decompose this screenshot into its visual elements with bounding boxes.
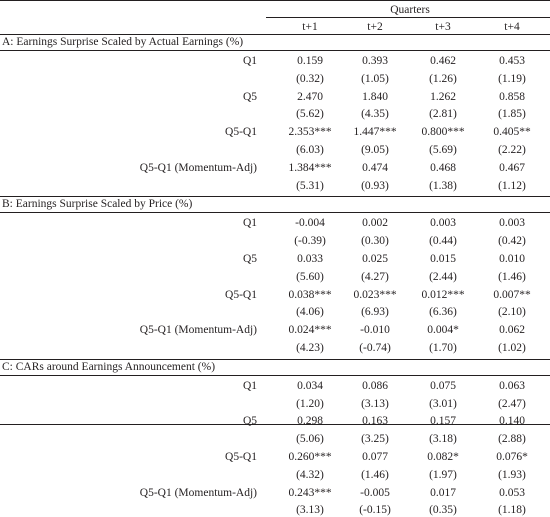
- tstat-cell: (1.97): [429, 468, 457, 481]
- tstat-cell: (1.02): [498, 342, 526, 354]
- row-label: Q1: [242, 55, 257, 67]
- coefficient-cell: 0.140: [499, 415, 525, 428]
- coefficient-cell: 0.003: [499, 217, 525, 230]
- coefficient-cell: 0.033: [297, 253, 323, 265]
- column-header: t+2: [367, 21, 383, 33]
- tstat-cell: (2.81): [429, 108, 457, 121]
- coefficient-cell: 0.012***: [421, 288, 465, 301]
- tstat-cell: (5.31): [296, 179, 324, 192]
- coefficient-cell: 0.453: [499, 55, 525, 67]
- tstat-cell: (2.22): [498, 144, 526, 156]
- tstat-cell: (2.47): [498, 397, 526, 410]
- coefficient-cell: 0.003: [430, 217, 456, 230]
- coefficient-cell: 2.353***: [288, 126, 332, 139]
- tstat-cell: (0.42): [498, 235, 526, 248]
- tstat-cell: (1.26): [429, 72, 457, 85]
- tstat-cell: (6.03): [296, 144, 324, 156]
- coefficient-cell: 0.023***: [353, 288, 397, 301]
- tstat-cell: (0.44): [429, 235, 457, 248]
- panel-title: C: CARs around Earnings Announcement (%): [2, 360, 216, 373]
- coefficient-cell: 0.062: [499, 324, 525, 337]
- coefficient-cell: 0.462: [430, 55, 456, 67]
- coefficient-cell: 0.004*: [427, 324, 459, 337]
- coefficient-cell: -0.010: [360, 324, 390, 337]
- tstat-cell: (1.85): [498, 108, 526, 121]
- coefficient-cell: 0.007**: [493, 288, 531, 301]
- coefficient-cell: 0.053: [499, 486, 525, 499]
- row-label: Q5-Q1 (Momentum-Adj): [139, 486, 257, 499]
- tstat-cell: (4.27): [361, 270, 389, 283]
- panel-title-underline: [0, 375, 550, 376]
- tstat-cell: (1.93): [498, 468, 526, 481]
- coefficient-cell: 1.384***: [288, 161, 332, 174]
- tstat-cell: (2.44): [429, 270, 457, 283]
- tstat-cell: (3.01): [429, 397, 457, 410]
- tstat-cell: (4.32): [296, 468, 324, 481]
- tstat-cell: (1.20): [296, 397, 324, 410]
- tstat-cell: (0.93): [361, 179, 389, 192]
- tstat-cell: (1.46): [498, 270, 526, 283]
- coefficient-cell: -0.005: [360, 486, 390, 499]
- tstat-cell: (9.05): [361, 144, 389, 156]
- tstat-cell: (6.93): [361, 306, 389, 319]
- row-label: Q5-Q1: [225, 126, 257, 139]
- panel-title-underline: [0, 50, 550, 51]
- tstat-cell: (3.25): [361, 433, 389, 446]
- tstat-cell: (1.12): [498, 179, 526, 192]
- coefficient-cell: 0.017: [430, 486, 456, 499]
- table-top-rule: [0, 0, 550, 1]
- coefficient-cell: 0.024***: [288, 324, 332, 337]
- row-label: Q5-Q1: [225, 451, 257, 463]
- tstat-cell: (3.13): [361, 397, 389, 410]
- coefficient-cell: 0.467: [499, 161, 525, 174]
- column-header: t+4: [504, 21, 520, 33]
- coefficient-cell: 0.163: [362, 415, 388, 428]
- coefficient-cell: 0.858: [499, 90, 525, 103]
- coefficient-cell: 0.075: [430, 379, 456, 392]
- tstat-cell: (2.88): [498, 433, 526, 446]
- tstat-cell: (5.60): [296, 270, 324, 283]
- coefficient-cell: 2.470: [297, 90, 323, 103]
- tstat-cell: (5.62): [296, 108, 324, 121]
- quarters-underline: [266, 17, 550, 18]
- coefficient-cell: 0.260***: [288, 451, 332, 463]
- row-label: Q1: [242, 379, 257, 392]
- tstat-cell: (1.46): [361, 468, 389, 481]
- quarters-header: Quarters: [390, 4, 430, 16]
- coefficient-cell: 0.800***: [421, 126, 465, 139]
- coefficient-cell: 0.077: [362, 451, 388, 463]
- coefficient-cell: 0.076*: [496, 451, 528, 463]
- coefficient-cell: 0.468: [430, 161, 456, 174]
- coefficient-cell: 0.298: [297, 415, 323, 428]
- coefficient-cell: 1.447***: [353, 126, 397, 139]
- row-label: Q5: [242, 90, 257, 103]
- tstat-cell: (1.70): [429, 342, 457, 354]
- tstat-cell: (1.19): [498, 72, 526, 85]
- tstat-cell: (1.18): [498, 504, 526, 517]
- coefficient-cell: 0.010: [499, 253, 525, 265]
- coefficient-cell: 0.243***: [288, 486, 332, 499]
- tstat-cell: (-0.15): [359, 504, 391, 517]
- tstat-cell: (-0.39): [294, 235, 326, 248]
- coefficient-cell: 1.840: [362, 90, 388, 103]
- coefficient-cell: 0.474: [362, 161, 388, 174]
- column-header: t+3: [435, 21, 451, 33]
- tstat-cell: (0.35): [429, 504, 457, 517]
- coefficient-cell: -0.004: [295, 217, 325, 230]
- panel-title-underline: [0, 212, 550, 213]
- tstat-cell: (3.13): [296, 504, 324, 517]
- tstat-cell: (-0.74): [359, 342, 391, 354]
- coefficient-cell: 1.262: [430, 90, 456, 103]
- tstat-cell: (6.36): [429, 306, 457, 319]
- coefficient-cell: 0.405**: [493, 126, 531, 139]
- coefficient-cell: 0.393: [362, 55, 388, 67]
- tstat-cell: (5.06): [296, 433, 324, 446]
- tstat-cell: (2.10): [498, 306, 526, 319]
- table-bottom-rule: [0, 424, 550, 425]
- row-label: Q5: [242, 415, 257, 428]
- tstat-cell: (4.06): [296, 306, 324, 319]
- row-label: Q5-Q1 (Momentum-Adj): [139, 324, 257, 337]
- coefficient-cell: 0.086: [362, 379, 388, 392]
- tstat-cell: (5.69): [429, 144, 457, 156]
- tstat-cell: (1.38): [429, 179, 457, 192]
- tstat-cell: (0.30): [361, 235, 389, 248]
- coefficient-cell: 0.157: [430, 415, 456, 428]
- row-label: Q5-Q1: [225, 288, 257, 301]
- tstat-cell: (4.35): [361, 108, 389, 121]
- row-label: Q5-Q1 (Momentum-Adj): [139, 161, 257, 174]
- tstat-cell: (4.23): [296, 342, 324, 354]
- row-label: Q5: [242, 253, 257, 265]
- coefficient-cell: 0.038***: [288, 288, 332, 301]
- coefficient-cell: 0.034: [297, 379, 323, 392]
- coefficient-cell: 0.002: [362, 217, 388, 230]
- tstat-cell: (0.32): [296, 72, 324, 85]
- coefficient-cell: 0.015: [430, 253, 456, 265]
- panel-title: A: Earnings Surprise Scaled by Actual Earnings (%): [2, 36, 244, 48]
- coefficient-cell: 0.025: [362, 253, 388, 265]
- row-label: Q1: [242, 217, 257, 230]
- coefficient-cell: 0.063: [499, 379, 525, 392]
- tstat-cell: (1.05): [361, 72, 389, 85]
- tstat-cell: (3.18): [429, 433, 457, 446]
- panel-title: B: Earnings Surprise Scaled by Price (%): [2, 198, 193, 211]
- coefficient-cell: 0.082*: [427, 451, 459, 463]
- coefficient-cell: 0.159: [297, 55, 323, 67]
- column-header: t+1: [302, 21, 318, 33]
